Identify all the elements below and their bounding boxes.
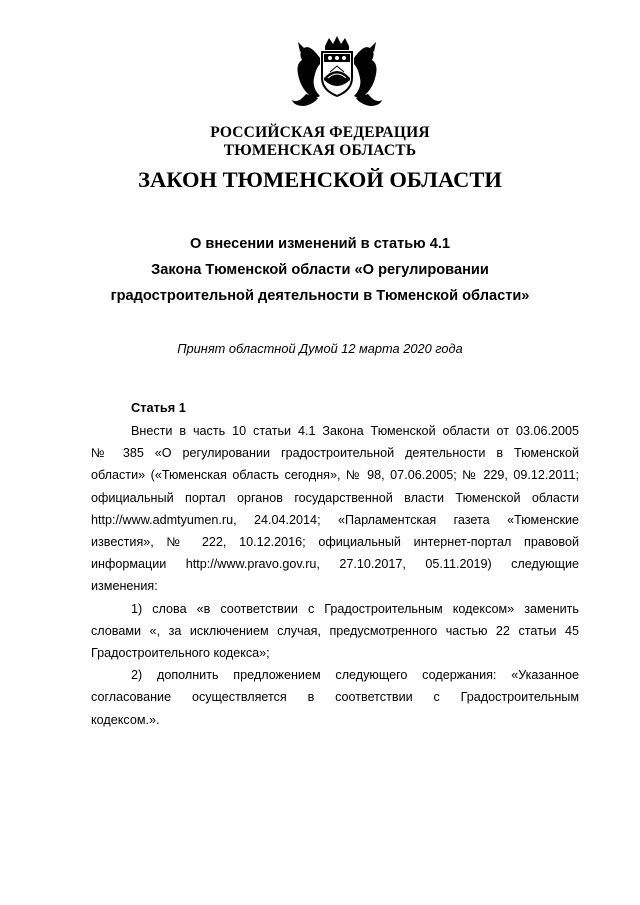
text-line: кодексом.». [91, 712, 160, 727]
article-body [91, 420, 579, 731]
header-country: РОССИЙСКАЯ ФЕДЕРАЦИЯ [210, 124, 430, 141]
law-title-line: О внесении изменений в статью 4.1 [189, 236, 450, 252]
text-line: 1) слова «в соответствии с Градостроительным кодексом» заменить [131, 601, 579, 616]
header-region: ТЮМЕНСКАЯ ОБЛАСТЬ [223, 142, 417, 159]
text-line: изменения: [91, 579, 158, 594]
text-line: 2) дополнить предложением следующего содержания: «Указанное [131, 668, 579, 683]
law-title-line: Закона Тюменской области «О регулировании [151, 262, 489, 278]
text-line: области» («Тюменская область сегодня», № 98, 07.06.2005; № 229, 09.12.2011; [91, 468, 579, 483]
text-line: согласование осуществляется в соответствии с Градостроительным [91, 690, 579, 705]
coat-of-arms-emblem [284, 34, 390, 110]
text-line: информации http://www.pravo.gov.ru, 27.10.2017, 05.11.2019) следующие [91, 557, 579, 572]
text-line: № 385 «О регулировании градостроительной деятельности в Тюменской [91, 446, 579, 461]
law-title-line: градостроительной деятельности в Тюменской области» [110, 288, 530, 304]
article-heading: Статья 1 [131, 400, 186, 415]
text-line: Градостроительного кодекса»; [91, 646, 270, 661]
adoption-note: Принят областной Думой 12 марта 2020 года [177, 341, 463, 356]
text-line: http://www.admtyumen.ru, 24.04.2014; «Парламентская газета «Тюменские [91, 512, 579, 527]
text-line: словами «, за исключением случая, предусмотренного частью 22 статьи 45 [91, 623, 579, 638]
text-line: официальный портал органов государственной власти Тюменской области [91, 490, 579, 505]
text-line: Внести в часть 10 статьи 4.1 Закона Тюменской области от 03.06.2005 [131, 424, 579, 438]
article-item-2 [91, 664, 579, 731]
article-item-1 [91, 598, 579, 665]
article-paragraph [91, 420, 579, 598]
document-type: ЗАКОН ТЮМЕНСКОЙ ОБЛАСТИ [138, 167, 502, 192]
text-line: известия», № 222, 10.12.2016; официальный интернет-портал правовой [91, 535, 579, 550]
